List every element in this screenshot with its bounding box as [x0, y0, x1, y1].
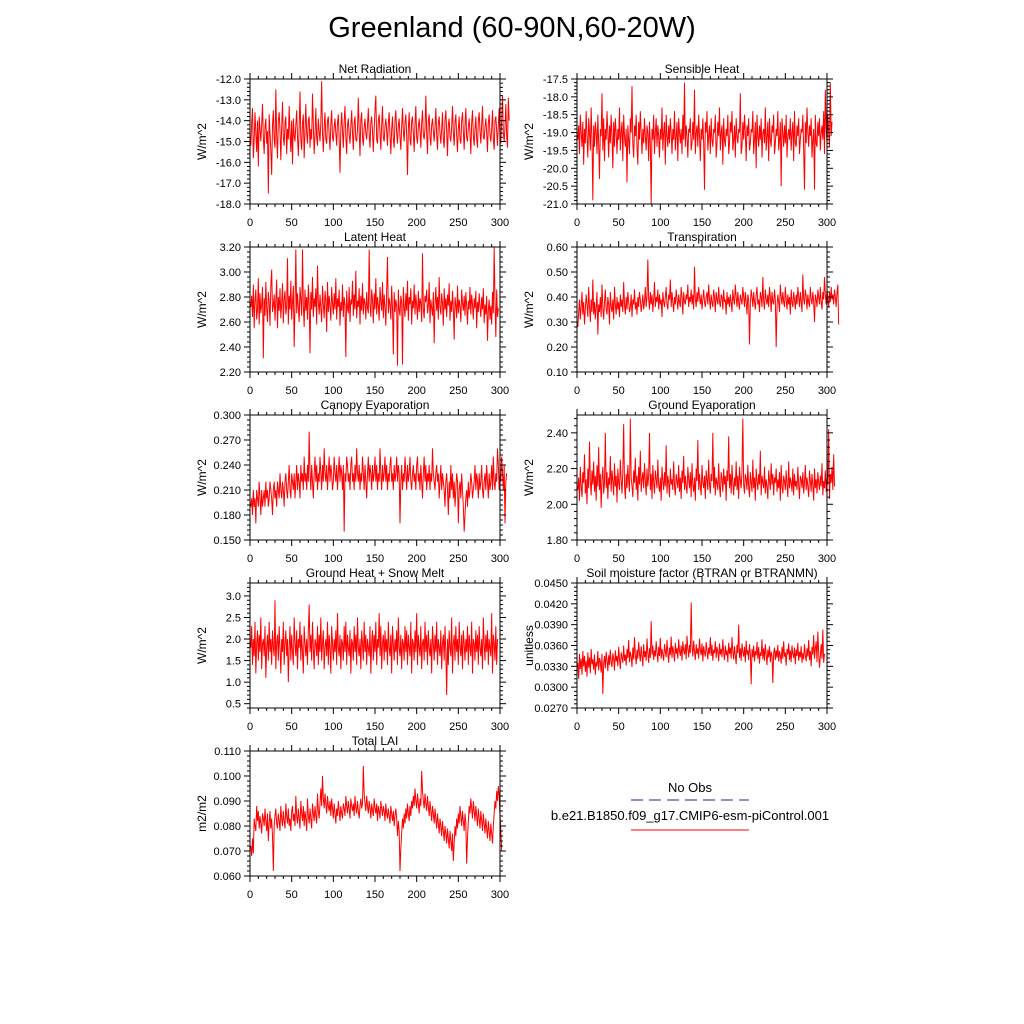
- x-tick-label: 100: [324, 721, 343, 733]
- x-tick-label: 0: [573, 385, 581, 397]
- x-tick-label: 0: [573, 553, 581, 565]
- y-tick-label: 0.0420: [534, 598, 568, 611]
- x-tick-label: 200: [734, 721, 753, 733]
- x-tick-label: 100: [651, 385, 670, 397]
- y-tick-label: -17.0: [215, 178, 241, 191]
- y-tick-label: 0.270: [213, 435, 241, 447]
- x-tick-label: 250: [776, 217, 795, 229]
- y-tick-label: 0.20: [546, 342, 568, 354]
- x-tick-label: 200: [407, 217, 426, 229]
- y-tick-label: 0.080: [213, 821, 241, 833]
- y-tick-label: 0.0360: [534, 640, 568, 653]
- x-tick-label: 50: [612, 385, 625, 397]
- x-tick-label: 50: [612, 217, 625, 229]
- y-axis-label: W/m^2: [195, 291, 209, 328]
- x-tick-label: 200: [407, 721, 426, 733]
- y-tick-label: 1.80: [546, 535, 568, 547]
- panel-title: Ground Evaporation: [648, 398, 756, 412]
- x-tick-label: 200: [734, 553, 753, 565]
- x-tick-label: 0: [246, 553, 254, 565]
- y-tick-label: -17.5: [542, 74, 568, 86]
- y-tick-label: 0.100: [213, 771, 241, 783]
- y-tick-label: -13.0: [215, 94, 241, 107]
- x-tick-label: 300: [490, 889, 510, 901]
- y-tick-label: 2.0: [225, 634, 241, 647]
- x-tick-label: 150: [365, 721, 385, 733]
- x-tick-label: 300: [490, 553, 510, 565]
- panel-ground-evaporation: [522, 398, 836, 565]
- x-tick-label: 250: [449, 217, 468, 229]
- y-tick-label: 3.20: [219, 242, 241, 254]
- x-tick-label: 300: [817, 217, 837, 229]
- y-tick-label: 2.5: [225, 612, 241, 625]
- y-tick-label: 0.210: [213, 485, 241, 497]
- panel-title: Ground Heat + Snow Melt: [305, 566, 445, 580]
- x-tick-label: 150: [365, 553, 385, 565]
- y-tick-label: 0.060: [213, 871, 241, 883]
- panel-net-radiation: [195, 62, 509, 229]
- y-tick-label: -12.0: [215, 74, 241, 86]
- y-tick-label: 2.40: [546, 427, 568, 440]
- y-tick-label: 2.00: [546, 499, 568, 512]
- y-tick-label: -21.0: [542, 199, 568, 211]
- x-tick-label: 50: [285, 385, 298, 397]
- x-tick-label: 300: [817, 553, 837, 565]
- y-tick-label: 0.240: [213, 460, 241, 472]
- y-tick-label: 2.60: [219, 317, 241, 329]
- x-tick-label: 150: [365, 217, 385, 229]
- x-tick-label: 100: [324, 889, 343, 901]
- y-tick-label: 1.5: [225, 655, 241, 668]
- x-tick-label: 300: [490, 217, 510, 229]
- y-tick-label: 0.60: [546, 242, 568, 254]
- y-axis-label: W/m^2: [522, 459, 536, 496]
- x-tick-label: 50: [612, 721, 625, 733]
- y-tick-label: 0.300: [213, 410, 241, 422]
- panel-total-lai: [195, 734, 509, 901]
- y-axis-label: W/m^2: [522, 123, 536, 160]
- x-tick-label: 0: [246, 721, 254, 733]
- y-tick-label: -19.0: [542, 127, 568, 140]
- x-tick-label: 300: [490, 385, 510, 397]
- y-tick-label: -19.5: [542, 145, 568, 158]
- y-tick-label: 3.00: [219, 267, 241, 279]
- series-line: [578, 419, 835, 508]
- y-tick-label: -20.5: [542, 181, 568, 194]
- page-title: Greenland (60-90N,60-20W): [328, 12, 696, 44]
- x-tick-label: 150: [692, 721, 712, 733]
- y-tick-label: 2.80: [219, 292, 241, 304]
- y-tick-label: 0.30: [546, 317, 568, 329]
- series-line: [251, 81, 509, 194]
- x-tick-label: 100: [324, 553, 343, 565]
- y-tick-label: 0.50: [546, 267, 568, 279]
- panel-title: Canopy Evaporation: [320, 398, 430, 412]
- x-tick-label: 150: [365, 889, 385, 901]
- panel-title: Latent Heat: [343, 230, 407, 244]
- x-tick-label: 50: [612, 553, 625, 565]
- y-axis-label: W/m^2: [522, 291, 536, 328]
- y-tick-label: 0.180: [213, 510, 241, 522]
- series-line: [251, 247, 498, 366]
- x-tick-label: 300: [817, 721, 837, 733]
- x-tick-label: 50: [285, 553, 298, 565]
- series-line: [578, 602, 825, 694]
- y-tick-label: 0.10: [546, 367, 568, 379]
- panel-soil-moisture-factor: [522, 566, 836, 733]
- x-tick-label: 250: [776, 385, 795, 397]
- x-tick-label: 250: [449, 385, 468, 397]
- y-tick-label: 0.090: [213, 796, 241, 808]
- x-tick-label: 250: [449, 889, 468, 901]
- panel-latent-heat: [195, 230, 509, 397]
- x-tick-label: 300: [490, 721, 510, 733]
- x-tick-label: 150: [365, 385, 385, 397]
- y-tick-label: 0.0450: [534, 578, 568, 590]
- series-line: [251, 432, 507, 532]
- x-tick-label: 100: [651, 721, 670, 733]
- x-tick-label: 300: [817, 385, 837, 397]
- y-tick-label: 0.110: [214, 746, 241, 758]
- y-axis-label: W/m^2: [195, 627, 209, 664]
- x-tick-label: 200: [407, 553, 426, 565]
- y-tick-label: 0.0270: [534, 703, 568, 715]
- panel-title: Net Radiation: [338, 62, 412, 76]
- panel-ground-heat-snow-melt: [195, 566, 509, 733]
- panel-sensible-heat: [522, 62, 836, 229]
- y-tick-label: 0.0300: [534, 682, 568, 695]
- plot-frame: [250, 415, 500, 540]
- y-tick-label: -16.0: [215, 157, 241, 170]
- series-line: [251, 600, 498, 695]
- y-axis-label: m2/m2: [195, 795, 209, 832]
- x-tick-label: 0: [573, 217, 581, 229]
- x-tick-label: 250: [449, 553, 468, 565]
- x-tick-label: 200: [407, 889, 426, 901]
- legend-label-case: b.e21.B1850.f09_g17.CMIP6-esm-piControl.001: [550, 808, 830, 823]
- y-axis-label: W/m^2: [195, 459, 209, 496]
- y-axis-label: unitless: [522, 625, 536, 666]
- x-tick-label: 50: [285, 217, 298, 229]
- series-line: [251, 766, 502, 871]
- y-tick-label: 3.0: [225, 590, 241, 603]
- y-tick-label: 0.0330: [534, 661, 568, 674]
- x-tick-label: 250: [449, 721, 468, 733]
- y-tick-label: -18.5: [542, 109, 568, 122]
- panel-title: Transpiration: [667, 230, 737, 244]
- y-tick-label: -20.0: [542, 163, 568, 176]
- x-tick-label: 50: [285, 889, 298, 901]
- x-tick-label: 50: [285, 721, 298, 733]
- panel-title: Sensible Heat: [664, 62, 740, 76]
- x-tick-label: 0: [246, 217, 254, 229]
- x-tick-label: 150: [692, 385, 712, 397]
- x-tick-label: 100: [651, 217, 670, 229]
- y-tick-label: 0.0390: [534, 619, 568, 632]
- x-tick-label: 150: [692, 217, 712, 229]
- panel-transpiration: [522, 230, 839, 397]
- x-tick-label: 200: [407, 385, 426, 397]
- x-tick-label: 200: [734, 217, 753, 229]
- y-tick-label: 2.20: [546, 463, 568, 476]
- x-tick-label: 200: [734, 385, 753, 397]
- series-line: [578, 260, 839, 348]
- x-tick-label: 0: [246, 889, 254, 901]
- x-tick-label: 100: [651, 553, 670, 565]
- y-tick-label: 1.0: [225, 677, 241, 690]
- y-tick-label: 0.40: [546, 292, 568, 304]
- panel-title: Total LAI: [351, 734, 399, 748]
- y-tick-label: 0.150: [213, 535, 241, 547]
- x-tick-label: 0: [246, 385, 254, 397]
- y-tick-label: -15.0: [215, 136, 241, 149]
- y-tick-label: 2.40: [219, 342, 241, 354]
- legend-label-no-obs: No Obs: [667, 780, 713, 795]
- x-tick-label: 150: [692, 553, 712, 565]
- y-tick-label: -18.0: [215, 199, 241, 211]
- x-tick-label: 100: [324, 217, 343, 229]
- y-axis-label: W/m^2: [195, 123, 209, 160]
- x-tick-label: 250: [776, 553, 795, 565]
- y-tick-label: -18.0: [542, 91, 568, 104]
- panel-canopy-evaporation: [195, 398, 509, 565]
- y-tick-label: 0.070: [213, 846, 241, 858]
- series-line: [578, 83, 832, 204]
- x-tick-label: 0: [573, 721, 581, 733]
- y-tick-label: 2.20: [219, 367, 241, 379]
- y-tick-label: -14.0: [215, 115, 241, 128]
- panel-title: Soil moisture factor (BTRAN or BTRANMN): [586, 566, 818, 580]
- x-tick-label: 250: [776, 721, 795, 733]
- y-tick-label: 0.5: [225, 698, 241, 711]
- x-tick-label: 100: [324, 385, 343, 397]
